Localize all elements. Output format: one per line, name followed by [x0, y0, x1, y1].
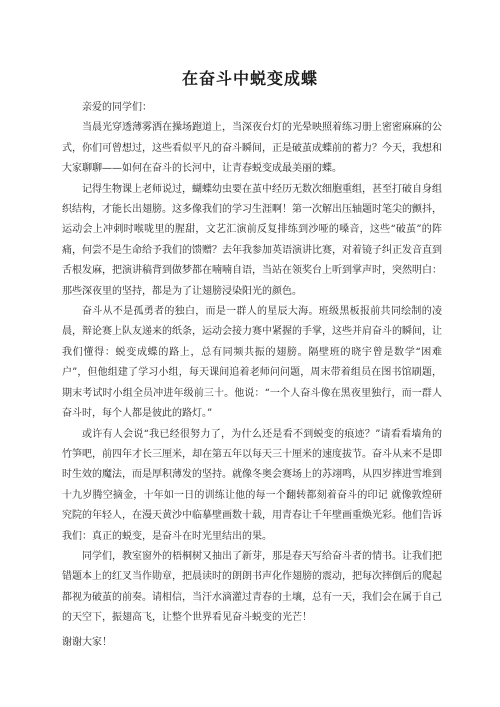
paragraph-2: 记得生物课上老师说过，蝴蝶幼虫要在茧中经历无数次细胞重组，甚至打破自身组织结构，才能长出翅膀。这多像我们的学习生涯啊！第一次解出压轴题时笔尖的颤抖，运动会上冲刺时喉咙里的腥甜，文艺汇演前反复排练到沙哑的嗓音，这些“破茧”的阵痛，何尝不是生命给予我们的馈赠？去年我参加英语演讲比赛，对着镜子纠正发音直到舌根发麻，把演讲稿背到做梦都在喃喃自语，当站在领奖台上听到掌声时，突然明白：那些深夜里的坚持，都是为了让翅膀浸染阳光的颜色。 — [62, 183, 442, 297]
greeting: 亲爱的同学们： — [82, 102, 152, 113]
paragraph-4: 或许有人会说“我已经很努力了，为什么还是看不到蜕变的痕迹？”请看看墙角的竹笋吧，前四年才长三厘米，却在第五年以每天三十厘米的速度拔节。奋斗从来不是即时生效的魔法，而是厚积薄发的坚持。就像冬奥会赛场上的苏翊鸣，从四岁摔进雪堆到十九岁腾空摘金，十年如一日的训练让他的每一个翻转都刻着奋斗的印记 就像敦煌研究院的年轻人，在漫天黄沙中临摹壁画数十载，用青春让千年壁画重焕光彩。他们告诉我们：真正的蜕变，是奋斗在时光里结出的果。 — [62, 428, 442, 542]
paragraph-1: 当晨光穿透薄雾洒在操场跑道上，当深夜台灯的光晕映照着练习册上密密麻麻的公式，你们可曾想过，这些看似平凡的奋斗瞬间，正是破茧成蝶前的蓄力？今天，我想和大家聊聊——如何在奋斗的长河中，让青春蜕变成最美丽的蝶。 — [62, 122, 442, 175]
closing: 谢谢大家！ — [62, 636, 112, 648]
speech-body — [62, 98, 442, 653]
document-title: 在奋斗中蜕变成蝶 — [181, 69, 318, 88]
paragraph-5: 同学们，教室窗外的梧桐树又抽出了新芽，那是春天写给奋斗者的情书。让我们把错题本上的红叉当作勋章，把晨读时的朗朗书声化作翅膀的震动，把每次摔倒后的爬起都视为破茧的前奏。请相信，当汗水滴灌过青春的土壤，总有一天，我们会在属于自己的天空下，振翅高飞，让整个世界看见奋斗蜕变的光芒！ — [62, 550, 442, 624]
paragraph-3: 奋斗从不是孤勇者的独白，而是一群人的星辰大海。班级黑板报前共同绘制的凌晨，辩论赛上队友递来的纸条，运动会接力赛中紧握的手掌，这些并肩奋斗的瞬间，让我们懂得：蜕变成蝶的路上，总有同频共振的翅膀。隔壁班的晓宇曾是数学“困难户”，但他组建了学习小组，每天课间追着老师问问题，周末带着组员在图书馆刷题，期末考试时小组全员冲进年级前三十。他说：“一个人奋斗像在黑夜里独行，而一群人奋斗时，每个人都是彼此的路灯。” — [62, 306, 442, 420]
